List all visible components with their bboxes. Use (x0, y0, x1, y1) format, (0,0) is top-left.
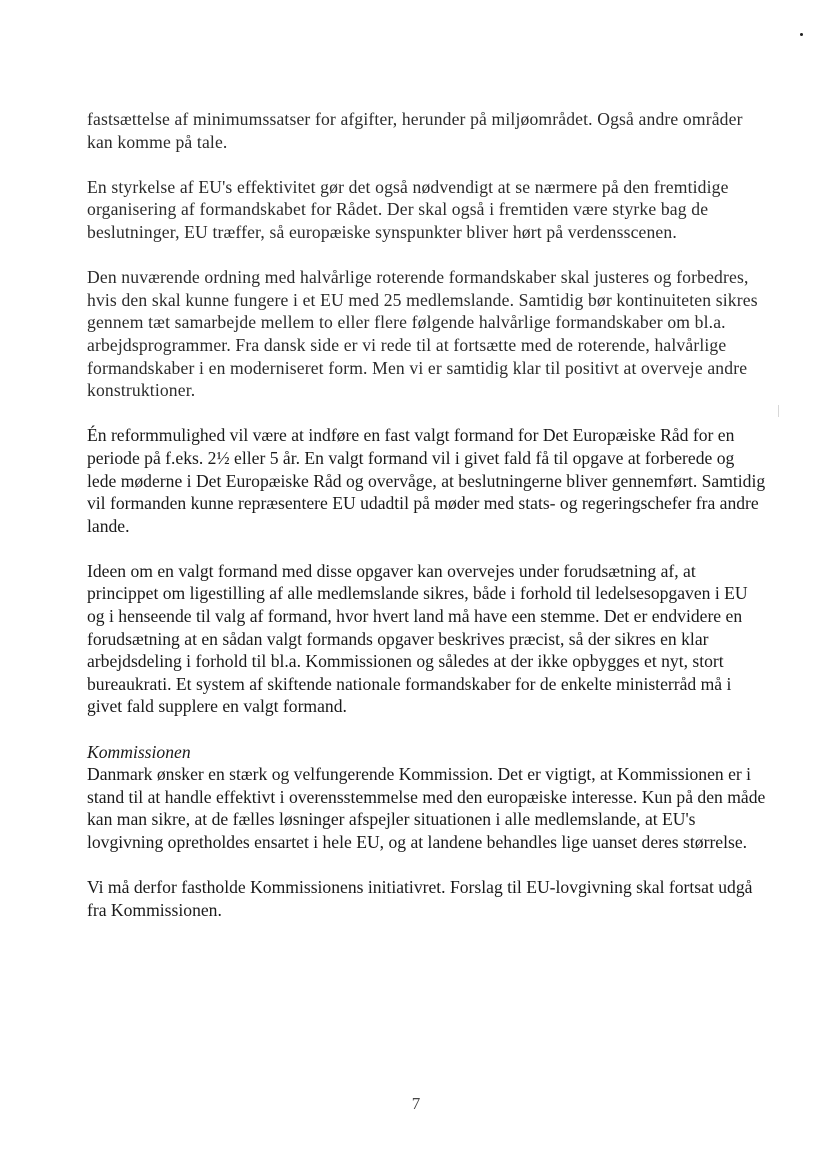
page-number: 7 (411, 1094, 421, 1113)
scan-speck (800, 33, 803, 36)
scan-mark (778, 405, 779, 417)
body-text (87, 108, 767, 921)
section-paragraph-2: Vi må derfor fastholde Kommissionens initiativret. Forslag til EU-lovgivning skal fortsat udgå fra Kommissionen. (87, 877, 753, 920)
paragraph-2: En styrkelse af EU's effektivitet gør det også nødvendigt at se nærmere på den fremtidige organisering af formandskabet for Rådet. Der skal også i fremtiden være styrke bag de beslutninger, EU træffer, så europæiske synspunkter bliver hørt på verdensscenen. (87, 176, 729, 242)
section-heading: Kommissionen (87, 741, 191, 762)
paragraph-3: Den nuværende ordning med halvårlige roterende formandskaber skal justeres og forbedres, hvis den skal kunne fungere i et EU med 25 medlemslande. Samtidig bør kontinuiteten sikres gennem tæt samarbejde mellem to eller flere følgende halvårlige formandskaber om bl.a. arbejdsprogrammer. Fra dansk side er vi rede til at fortsætte med de roterende, halvårlige formandskaber i en moderniseret form. Men vi er samtidig klar til positivt at overveje andre konstruktioner. (87, 267, 758, 401)
section-paragraph-1: Danmark ønsker en stærk og velfungerende Kommission. Det er vigtigt, at Kommissionen er i stand til at handle effektivt i overensstemmelse med den europæiske interesse. Kun på den måde kan man sikre, at de fælles løsninger afspejler situationen i alle medlemslande, at EU's lovgivning opretholdes ensartet i hele EU, og at landene behandles lige uanset deres størrelse. (87, 764, 766, 852)
paragraph-4: Én reformmulighed vil være at indføre en fast valgt formand for Det Europæiske Råd for en periode på f.eks. 2½ eller 5 år. En valgt formand vil i givet fald få til opgave at forberede og lede møderne i Det Europæiske Råd og overvåge, at beslutningerne bliver gennemført. Samtidig vil formanden kunne repræsentere EU udadtil på møder med stats- og regeringschefer fra andre lande. (87, 425, 766, 536)
paragraph-1: fastsættelse af minimumssatser for afgifter, herunder på miljøområdet. Også andre områder kan komme på tale. (87, 109, 743, 152)
paragraph-5: Ideen om en valgt formand med disse opgaver kan overvejes under forudsætning af, at princippet om ligestilling af alle medlemslande sikres, både i forhold til ledelsesopgaven i EU og i henseende til valg af formand, hvor hvert land må have een stemme. Det er endvidere en forudsætning at en sådan valgt formands opgaver beskrives præcist, så der sikres en klar arbejdsdeling i forhold til bl.a. Kommissionen og således at der ikke opbygges et nyt, stort bureaukrati. Et system af skiftende nationale formandskaber for de enkelte ministerråd må i givet fald supplere en valgt formand. (87, 560, 748, 717)
